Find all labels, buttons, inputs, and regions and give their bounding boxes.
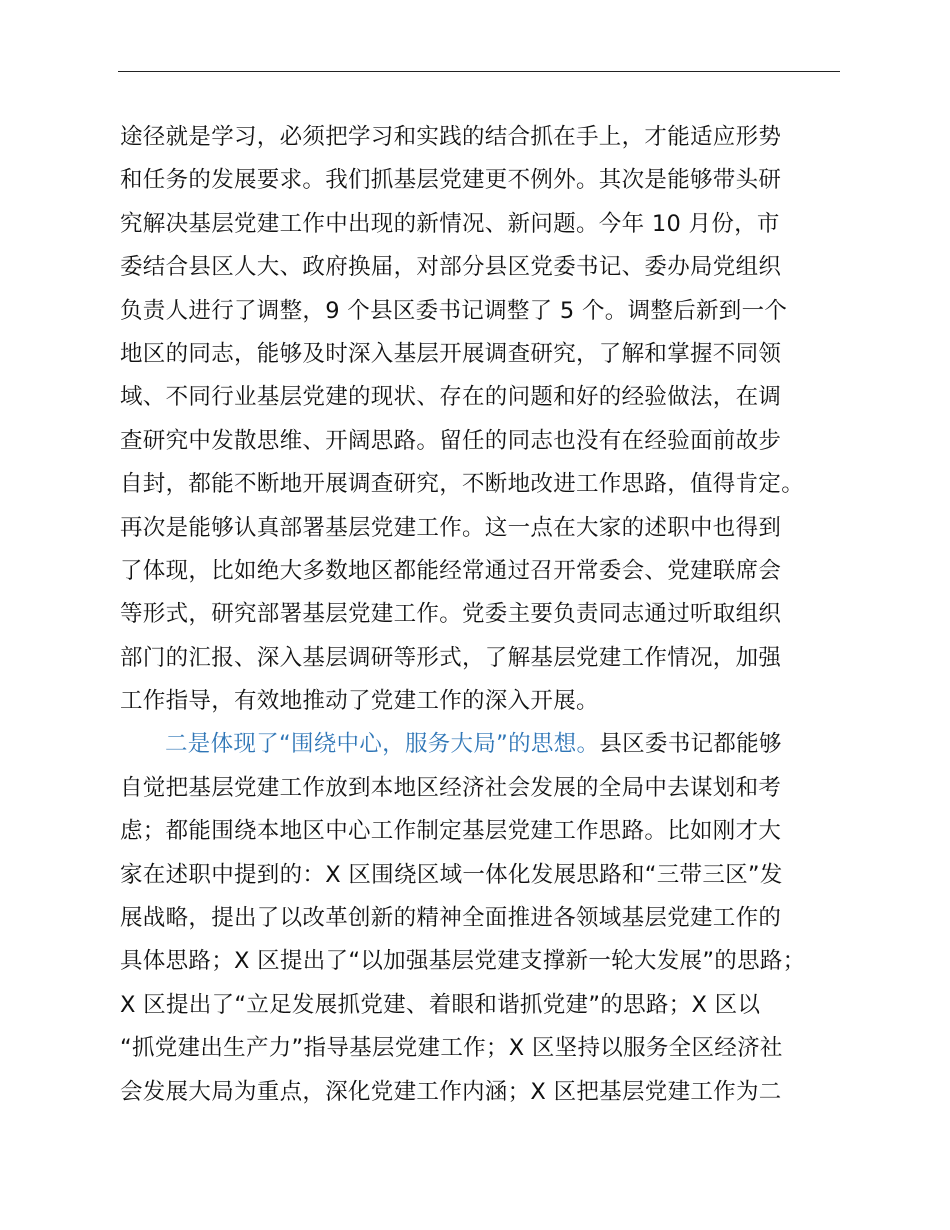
- text-line: 查研究中发散思维、开阔思路。留任的同志也没有在经验面前故步: [120, 427, 782, 454]
- text-line: 展战略，提出了以改革创新的精神全面推进各领域基层党建工作的: [120, 905, 782, 932]
- text-line: 部门的汇报、深入基层调研等形式，了解基层党建工作情况，加强: [120, 644, 782, 671]
- text-line: 自觉把基层党建工作放到本地区经济社会发展的全局中去谋划和考: [120, 774, 782, 801]
- text-line: X 区提出了“立足发展抓党建、着眼和谐抓党建”的思路；X 区以: [120, 991, 761, 1018]
- text-line: 负责人进行了调整，9 个县区委书记调整了 5 个。调整后新到一个: [120, 297, 788, 324]
- header-rule: [118, 71, 840, 72]
- text-line: 自封，都能不断地开展调查研究，不断地改进工作思路，值得肯定。: [120, 471, 805, 498]
- text-line: 工作指导，有效地推动了党建工作的深入开展。: [120, 688, 599, 715]
- section-heading: 二是体现了“围绕中心，服务大局”的思想。: [165, 731, 600, 758]
- text-line: 虑；都能围绕本地区中心工作制定基层党建工作思路。比如刚才大: [120, 818, 782, 845]
- text-line: 究解决基层党建工作中出现的新情况、新问题。今年 10 月份，市: [120, 210, 780, 237]
- text-line: 再次是能够认真部署基层党建工作。这一点在大家的述职中也得到: [120, 514, 782, 541]
- text-line: 地区的同志，能够及时深入基层开展调查研究，了解和掌握不同领: [120, 340, 782, 367]
- text-line: 具体思路；X 区提出了“以加强基层党建支撑新一轮大发展”的思路；: [120, 948, 806, 975]
- text-line: 途径就是学习，必须把学习和实践的结合抓在手上，才能适应形势: [120, 124, 782, 150]
- text-line: 会发展大局为重点，深化党建工作内涵；X 区把基层党建工作为二: [120, 1078, 782, 1105]
- section-heading-line: [120, 723, 860, 766]
- text-line: 和任务的发展要求。我们抓基层党建更不例外。其次是能够带头研: [120, 167, 782, 194]
- text-line: 域、不同行业基层党建的现状、存在的问题和好的经验做法，在调: [120, 384, 782, 411]
- text-line: 等形式，研究部署基层党建工作。党委主要负责同志通过听取组织: [120, 601, 782, 628]
- document-body: [120, 116, 860, 1114]
- text-line: 家在述职中提到的：X 区围绕区域一体化发展思路和“三带三区”发: [120, 861, 783, 888]
- text-line: “抓党建出生产力”指导基层党建工作；X 区坚持以服务全区经济社: [120, 1035, 783, 1062]
- section-heading-rest: 县区委书记都能够: [599, 731, 782, 758]
- text-line: 委结合县区人大、政府换届，对部分县区党委书记、委办局党组织: [120, 254, 782, 281]
- text-line: 了体现，比如绝大多数地区都能经常通过召开常委会、党建联席会: [120, 557, 782, 584]
